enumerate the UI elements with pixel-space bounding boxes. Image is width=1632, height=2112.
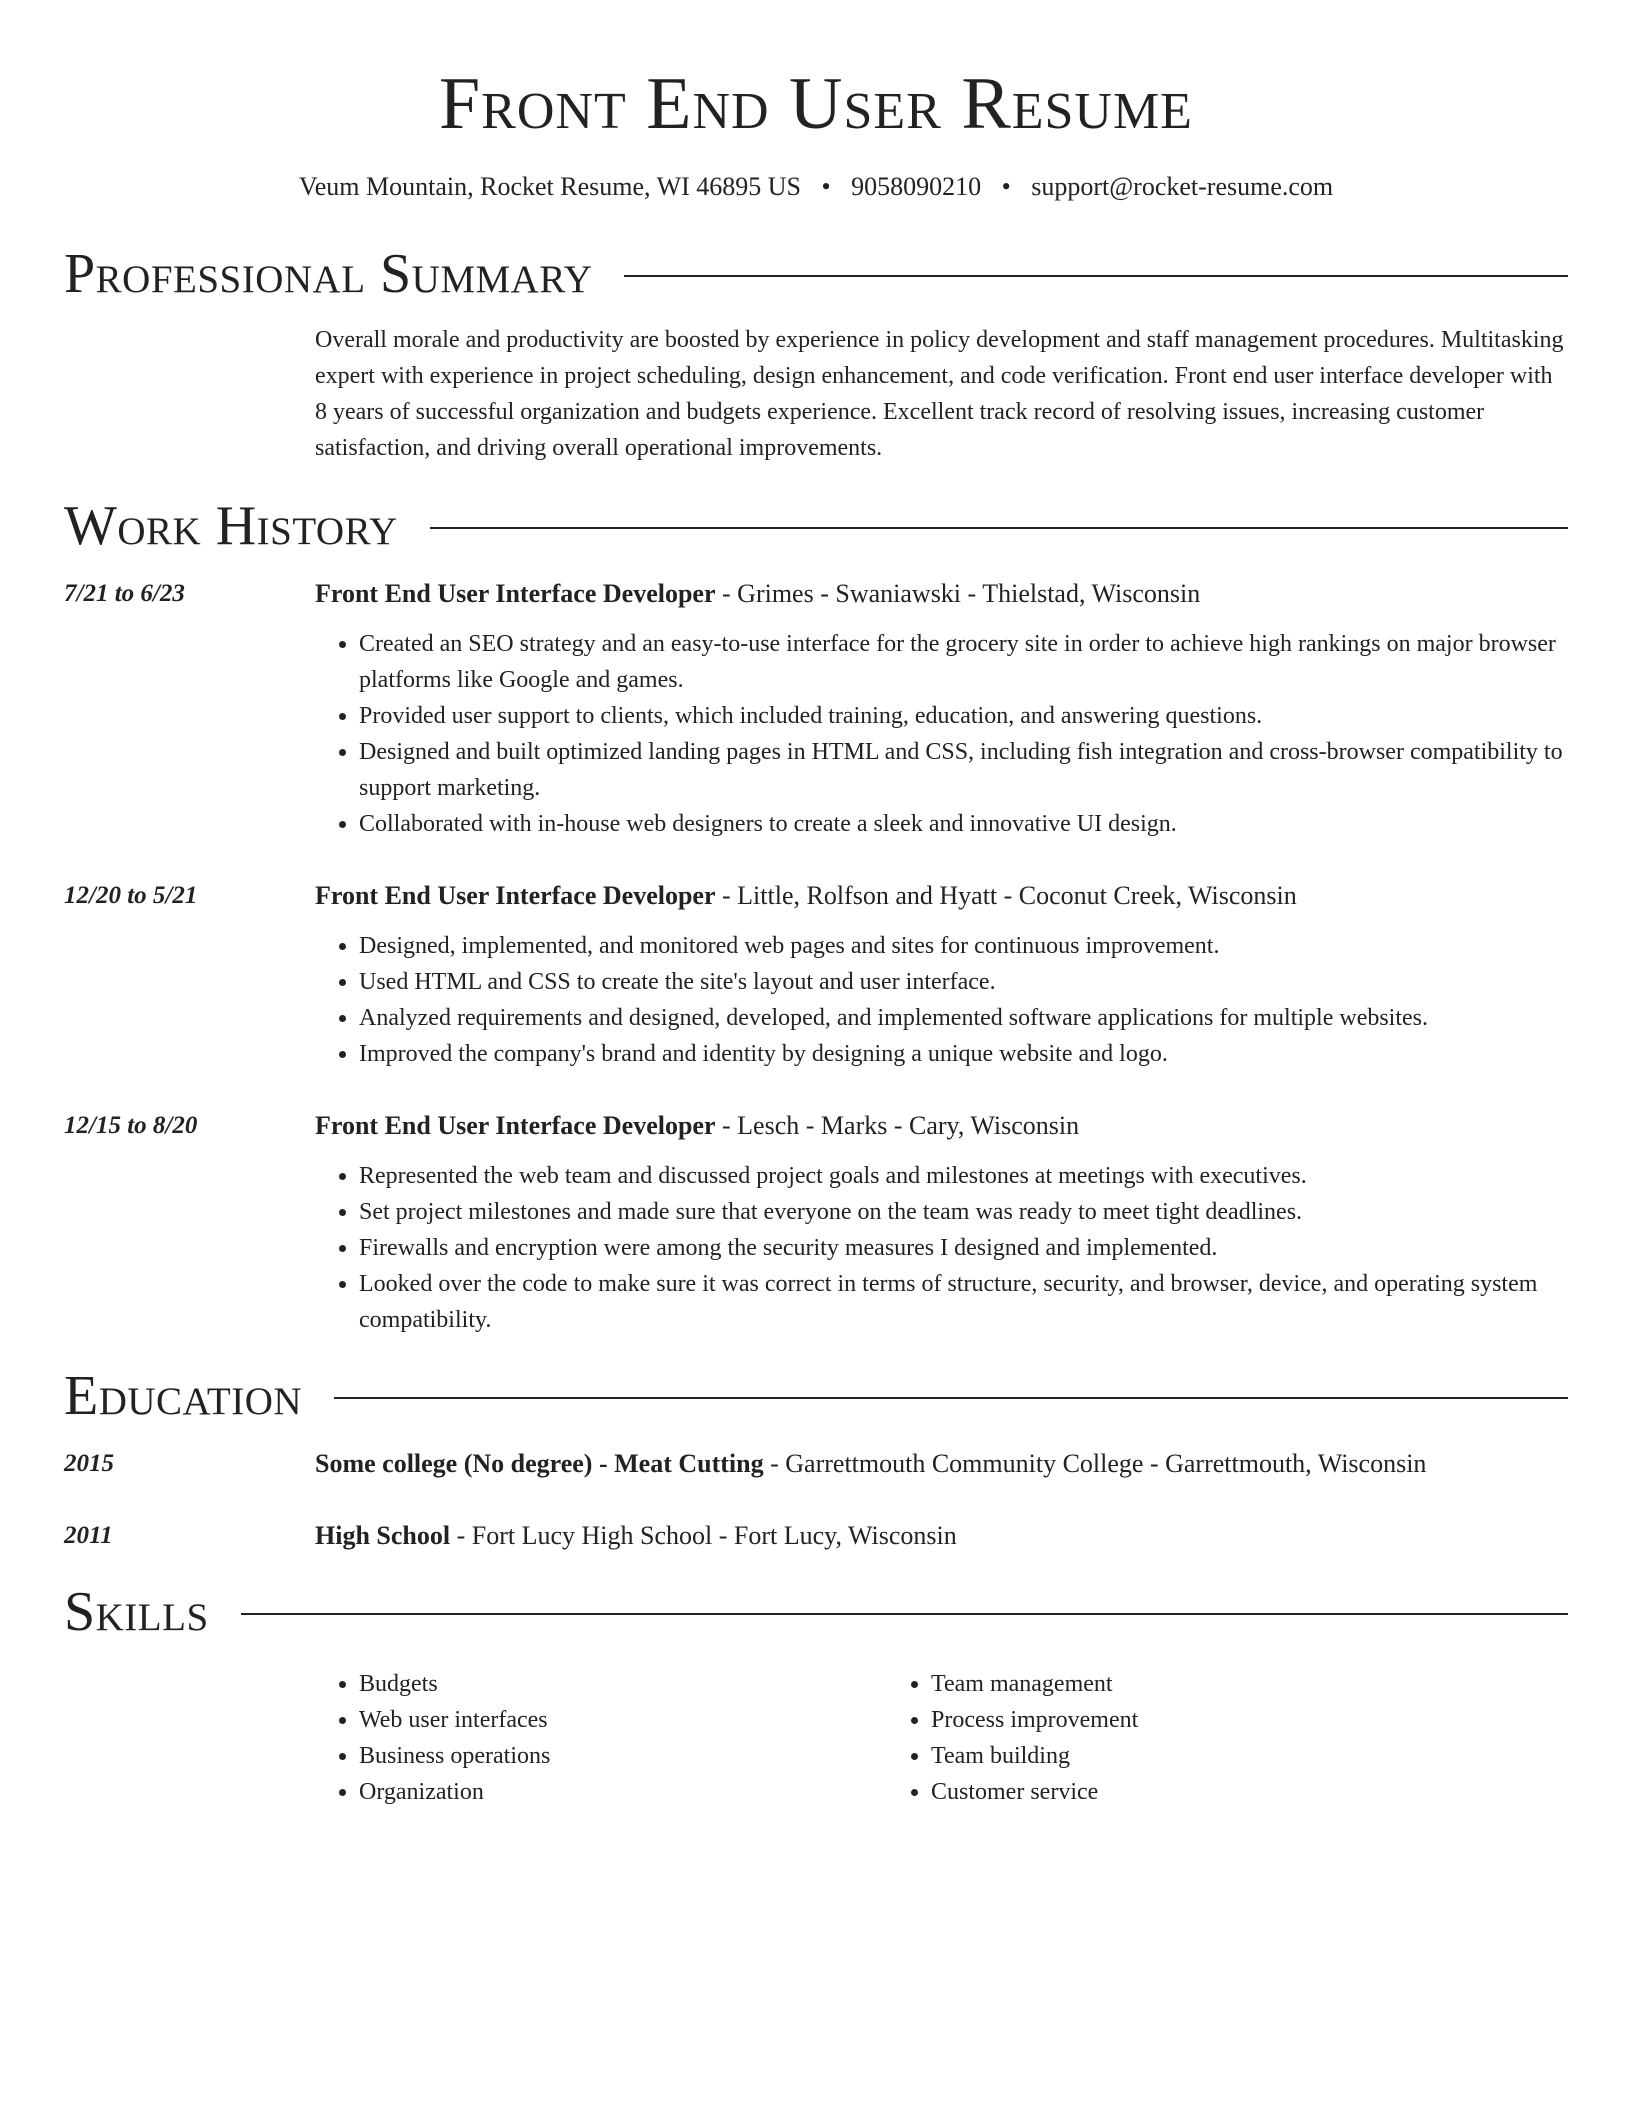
education-degree: High School	[315, 1521, 451, 1550]
list-item: • Used HTML and CSS to create the site's layout and user interface.	[359, 964, 1568, 1000]
list-item: • Improved the company's brand and identity by designing a unique website and logo.	[359, 1036, 1568, 1072]
section-divider	[430, 527, 1568, 529]
section-header-summary	[64, 242, 1568, 306]
skill-item: • Organization	[359, 1774, 887, 1810]
skill-item: • Customer service	[931, 1774, 1459, 1810]
job-employer: - Lesch - Marks - Cary, Wisconsin	[715, 1111, 1080, 1140]
skill-item: • Team management	[931, 1666, 1459, 1702]
job-heading	[315, 1108, 1568, 1144]
skill-item: • Business operations	[359, 1738, 887, 1774]
list-item: • Designed, implemented, and monitored web pages and sites for continuous improvement.	[359, 928, 1568, 964]
summary-text: Overall morale and productivity are boosted by experience in policy development and staff management procedures. Multitasking expert with experience in project scheduling, design enhancement, and code verification. Front end user interface developer with 8 years of successful organization and budgets experience. Excellent track record of resolving issues, increasing customer satisfaction, and driving overall operational improvements.	[315, 327, 1564, 461]
job-dates: 7/21 to 6/23	[64, 580, 185, 607]
education-school: - Fort Lucy High School - Fort Lucy, Wisconsin	[450, 1521, 957, 1550]
section-header-work-history	[64, 494, 1568, 558]
education-year: 2011	[64, 1522, 113, 1549]
section-title: Education	[64, 1365, 303, 1427]
job-employer: - Grimes - Swaniawski - Thielstad, Wisconsin	[715, 579, 1201, 608]
job-employer: - Little, Rolfson and Hyatt - Coconut Creek, Wisconsin	[715, 881, 1297, 910]
list-item: • Designed and built optimized landing pages in HTML and CSS, including fish integration and cross-browser compatibility to support marketing.	[359, 734, 1568, 806]
job-heading	[315, 878, 1568, 914]
education-details	[315, 1446, 1568, 1482]
job-heading	[315, 576, 1568, 612]
section-divider	[241, 1613, 1568, 1615]
list-item: • Analyzed requirements and designed, developed, and implemented software applications for multiple websites.	[359, 1000, 1568, 1036]
contact-line	[64, 170, 1568, 204]
education-heading	[315, 1446, 1568, 1482]
job-title: Front End User Interface Developer	[315, 579, 716, 608]
job-dates: 12/20 to 5/21	[64, 882, 198, 909]
job-entry	[64, 576, 1568, 842]
skill-item: • Process improvement	[931, 1702, 1459, 1738]
job-details	[315, 576, 1568, 842]
job-bullets	[315, 928, 1568, 1072]
section-title: Skills	[64, 1581, 209, 1643]
education-school: - Garrettmouth Community College - Garrettmouth, Wisconsin	[763, 1449, 1427, 1478]
skill-item: • Web user interfaces	[359, 1702, 887, 1738]
job-details	[315, 1108, 1568, 1338]
contact-separator: •	[1001, 172, 1011, 201]
job-dates: 12/15 to 8/20	[64, 1112, 198, 1139]
section-divider	[624, 275, 1568, 277]
education-details	[315, 1518, 1568, 1554]
contact-separator: •	[821, 172, 831, 201]
job-entry	[64, 1108, 1568, 1338]
contact-address: Veum Mountain, Rocket Resume, WI 46895 US	[298, 172, 801, 201]
education-heading	[315, 1518, 1568, 1554]
job-bullets	[315, 626, 1568, 842]
skills-column-right	[887, 1666, 1459, 1810]
education-year: 2015	[64, 1450, 114, 1477]
job-title: Front End User Interface Developer	[315, 881, 716, 910]
education-entry	[64, 1446, 1568, 1482]
education-entry	[64, 1518, 1568, 1554]
section-divider	[334, 1397, 1568, 1399]
list-item: • Provided user support to clients, which included training, education, and answering questions.	[359, 698, 1568, 734]
list-item: • Created an SEO strategy and an easy-to-use interface for the grocery site in order to achieve high rankings on major browser platforms like Google and games.	[359, 626, 1568, 698]
skills-list	[315, 1666, 1568, 1810]
skill-item: • Budgets	[359, 1666, 887, 1702]
contact-email: support@rocket-resume.com	[1031, 172, 1334, 201]
job-title: Front End User Interface Developer	[315, 1111, 716, 1140]
skills-column-left	[315, 1666, 887, 1810]
section-title: Work History	[64, 495, 398, 557]
list-item: • Collaborated with in-house web designers to create a sleek and innovative UI design.	[359, 806, 1568, 842]
resume-name: Front End User Resume	[439, 63, 1193, 145]
education-degree: Some college (No degree) - Meat Cutting	[315, 1449, 764, 1478]
skill-item: • Team building	[931, 1738, 1459, 1774]
job-entry	[64, 878, 1568, 1072]
job-details	[315, 878, 1568, 1072]
job-bullets	[315, 1158, 1568, 1338]
contact-phone: 9058090210	[851, 172, 982, 201]
list-item: • Represented the web team and discussed project goals and milestones at meetings with executives.	[359, 1158, 1568, 1194]
section-header-skills	[64, 1580, 1568, 1644]
list-item: • Firewalls and encryption were among the security measures I designed and implemented.	[359, 1230, 1568, 1266]
list-item: • Looked over the code to make sure it was correct in terms of structure, security, and browser, device, and operating system compatibility.	[359, 1266, 1568, 1338]
section-header-education	[64, 1364, 1568, 1428]
section-title: Professional Summary	[64, 243, 593, 305]
list-item: • Set project milestones and made sure that everyone on the team was ready to meet tight deadlines.	[359, 1194, 1568, 1230]
